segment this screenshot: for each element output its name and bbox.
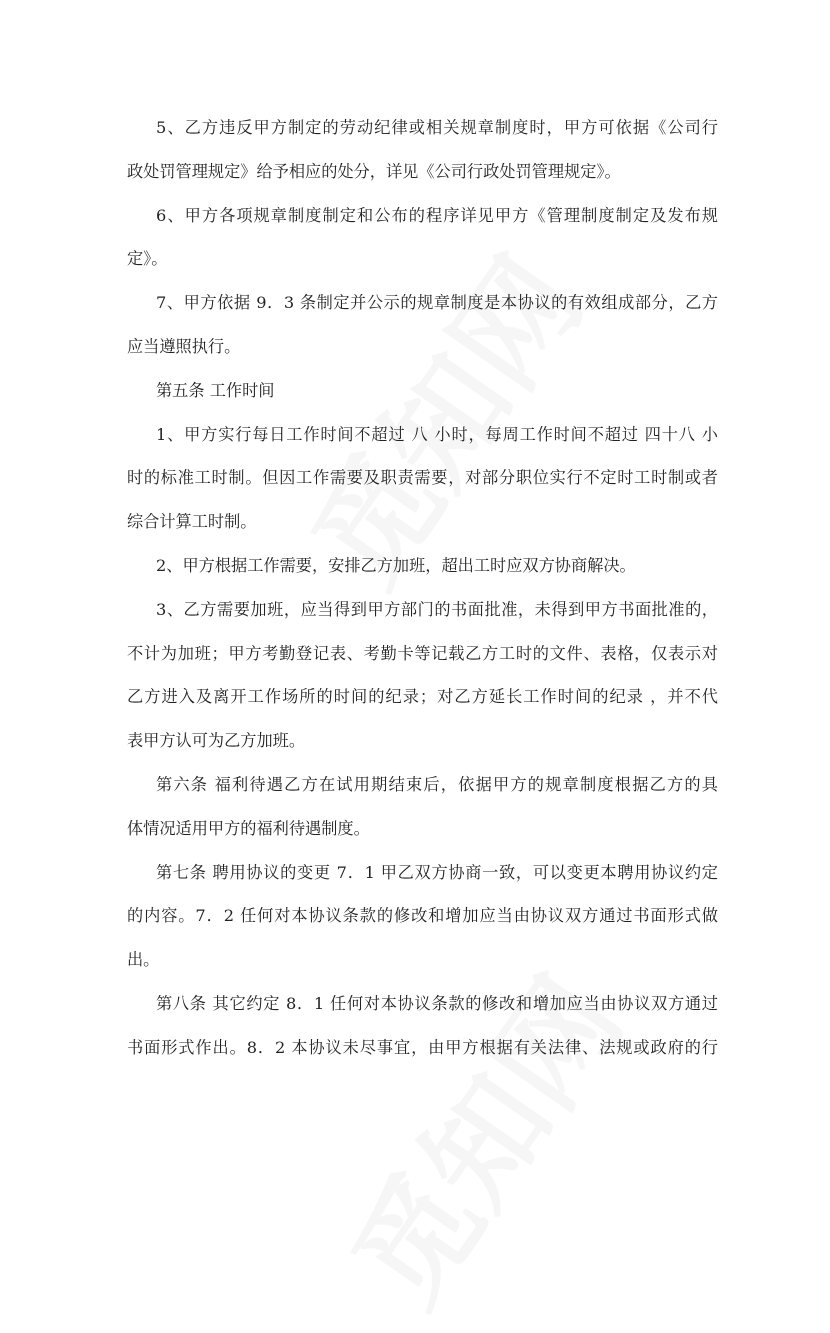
paragraph — [127, 982, 718, 1070]
text-line: 定》。 — [127, 249, 168, 269]
text-line: 第五条 工作时间 — [156, 380, 275, 400]
text-line: 7、甲方依据 9．3 条制定并公示的规章制度是本协议的有效组成部分，乙方 — [156, 293, 718, 313]
text-line: 政处罚管理规定》给予相应的处分，详见《公司行政处罚管理规定》。 — [127, 161, 621, 181]
paragraph — [127, 851, 718, 982]
text-line: 体情况适用甲方的福利待遇制度。 — [127, 818, 370, 838]
paragraph — [127, 413, 718, 544]
paragraph — [127, 544, 718, 588]
text-line: 不计为加班；甲方考勤登记表、考勤卡等记载乙方工时的文件、表格，仅表示对 — [127, 643, 718, 663]
paragraph — [127, 588, 718, 763]
text-line: 综合计算工时制。 — [127, 512, 257, 532]
text-line: 第六条 福利待遇乙方在试用期结束后，依据甲方的规章制度根据乙方的具 — [156, 774, 718, 794]
paragraph — [127, 106, 718, 194]
text-line: 2、甲方根据工作需要，安排乙方加班，超出工时应双方协商解决。 — [156, 555, 636, 575]
text-line: 出。 — [127, 950, 160, 970]
text-line: 3、乙方需要加班，应当得到甲方部门的书面批准，未得到甲方书面批准的， — [156, 599, 718, 619]
text-line: 的内容。7．2 任何对本协议条款的修改和增加应当由协议双方通过书面形式做 — [127, 906, 718, 926]
paragraph — [127, 763, 718, 851]
text-line: 第七条 聘用协议的变更 7．1 甲乙双方协商一致，可以变更本聘用协议约定 — [156, 862, 718, 882]
text-line: 应当遵照执行。 — [127, 336, 241, 356]
text-line: 1、甲方实行每日工作时间不超过 八 小时，每周工作时间不超过 四十八 小 — [156, 424, 718, 444]
text-line: 第八条 其它约定 8．1 任何对本协议条款的修改和增加应当由协议双方通过 — [156, 993, 718, 1013]
text-line: 5、乙方违反甲方制定的劳动纪律或相关规章制度时，甲方可依据《公司行 — [156, 118, 718, 137]
paragraph — [127, 281, 718, 369]
document-page — [127, 106, 718, 1070]
text-line: 表甲方认可为乙方加班。 — [127, 731, 306, 751]
text-line: 6、甲方各项规章制度制定和公布的程序详见甲方《管理制度制定及发布规 — [156, 205, 718, 225]
text-line: 时的标准工时制。但因工作需要及职责需要，对部分职位实行不定时工时制或者 — [127, 468, 718, 488]
text-line: 乙方进入及离开工作场所的时间的纪录；对乙方延长工作时间的纪录 ，并不代 — [127, 687, 718, 707]
paragraph — [127, 369, 718, 413]
paragraph — [127, 194, 718, 282]
text-line: 书面形式作出。8．2 本协议未尽事宜，由甲方根据有关法律、法规或政府的行 — [127, 1037, 718, 1057]
